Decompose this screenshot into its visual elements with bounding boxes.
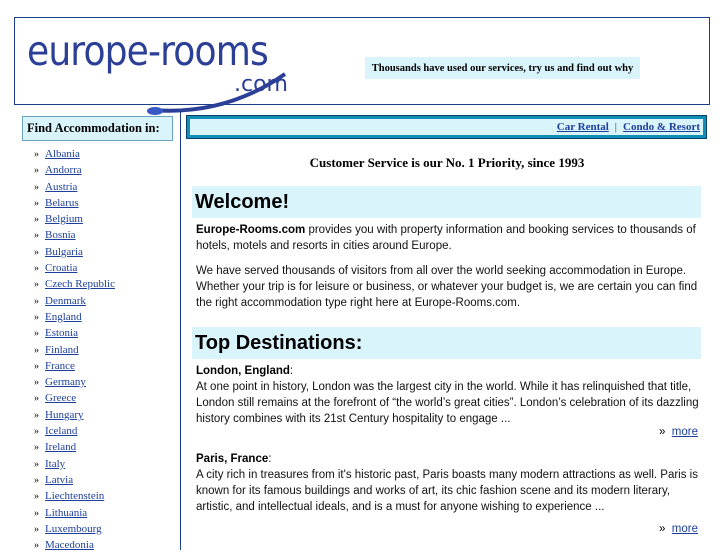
list-bullet: » — [34, 263, 39, 275]
country-link[interactable]: Bosnia — [45, 229, 76, 242]
country-item — [34, 488, 115, 504]
country-link[interactable]: Denmark — [45, 294, 86, 307]
country-item — [34, 439, 115, 455]
more-link-london — [659, 426, 698, 438]
country-item — [34, 505, 115, 521]
country-link[interactable]: Iceland — [45, 425, 78, 438]
country-link[interactable]: Czech Republic — [45, 278, 115, 291]
list-bullet: » — [34, 409, 39, 421]
destination-paris: Paris, France: A city rich in treasures from it's historic past, Paris boasts many modern attractions as well. Paris is known for its famous buildings and works of art, its chic fashion scene and its modern literary, artistic, and intellectual ideals, and is a must for anyone wishing to experience ... — [196, 453, 698, 513]
country-link[interactable]: Belgium — [45, 213, 83, 226]
country-item — [34, 390, 115, 406]
country-link[interactable]: Belarus — [45, 196, 79, 209]
destination-description: A city rich in treasures from it's historic past, Paris boasts many modern attractions as well. Paris is known for its famous buildings and works of art, its chic fashion scene and its modern literary, artistic, and intellectual ideals, and is a must for anyone wishing to experience ... — [196, 469, 698, 513]
country-item — [34, 227, 115, 243]
list-bullet: » — [34, 246, 39, 258]
list-bullet: » — [34, 149, 39, 160]
list-bullet: » — [34, 377, 39, 389]
top-destinations-heading: Top Destinations: — [192, 327, 701, 359]
nav-separator: | — [614, 121, 617, 133]
list-bullet: » — [34, 311, 39, 323]
sidebar-title: Find Accommodation in: — [22, 116, 173, 141]
country-item — [34, 456, 115, 472]
destination-city: London, England — [196, 365, 290, 377]
logo-domain: .com — [234, 72, 288, 97]
country-link[interactable]: Albania — [45, 148, 80, 160]
destination-description: At one point in history, London was the largest city in the world. While it has relinquished that title, London still remains at the forefront of “the world’s great cities”. London’s celebration of its dazzling history combines with its 21st Century hospitality to engage ... — [196, 381, 699, 425]
condo-resort-link[interactable]: Condo & Resort — [623, 121, 700, 133]
country-link[interactable]: Liechtenstein — [45, 490, 105, 503]
more-bullet: » — [659, 426, 666, 438]
top-nav-links — [190, 119, 703, 135]
list-bullet: » — [34, 295, 39, 307]
country-item — [34, 309, 115, 325]
country-link[interactable]: England — [45, 310, 82, 323]
list-bullet: » — [34, 523, 39, 535]
logo-wordmark: europe-rooms — [27, 27, 268, 75]
list-bullet: » — [34, 214, 39, 226]
country-item — [34, 342, 115, 358]
list-bullet: » — [34, 197, 39, 209]
site-header — [14, 17, 710, 105]
country-item — [34, 211, 115, 227]
top-nav-bar — [186, 115, 707, 139]
country-item — [34, 472, 115, 488]
destination-london: London, England: At one point in history, London was the largest city in the world. While it has relinquished that title, London still remains at the forefront of “the world’s great cities”. London’s celebration of its dazzling history combines with its 21st Century hospitality to engage ... — [196, 365, 699, 425]
list-bullet: » — [34, 181, 39, 193]
country-link[interactable]: Macedonia — [45, 539, 94, 552]
country-item — [34, 162, 115, 178]
country-link[interactable]: France — [45, 359, 75, 372]
list-bullet: » — [34, 474, 39, 486]
customer-service-banner: Customer Service is our No. 1 Priority, since 1993 — [309, 155, 585, 170]
country-link[interactable]: Austria — [45, 180, 78, 193]
list-bullet: » — [34, 230, 39, 242]
list-bullet: » — [34, 393, 39, 405]
welcome-paragraph-1 — [196, 222, 701, 254]
car-rental-link[interactable]: Car Rental — [556, 121, 609, 133]
country-item — [34, 276, 115, 292]
list-bullet: » — [34, 491, 39, 503]
list-bullet: » — [34, 442, 39, 454]
country-link[interactable]: Greece — [45, 392, 77, 405]
country-list — [34, 146, 115, 553]
list-bullet: » — [34, 165, 39, 177]
country-link[interactable]: Hungary — [45, 408, 84, 421]
more-link[interactable]: more — [671, 523, 698, 535]
country-link[interactable]: Lithuania — [45, 506, 88, 519]
country-item — [34, 293, 115, 309]
country-item — [34, 146, 115, 162]
country-item — [34, 407, 115, 423]
country-item — [34, 244, 115, 260]
country-link[interactable]: Italy — [45, 457, 66, 470]
country-link[interactable]: Germany — [45, 376, 86, 389]
welcome-paragraph-2: We have served thousands of visitors from all over the world seeking accommodation in Europe. Whether your trip is for leisure or business, or whatever your budget is, we are certain you can find the right accommodation type right here at Europe-Rooms.com. — [196, 265, 698, 309]
list-bullet: » — [34, 540, 39, 552]
country-item — [34, 537, 115, 553]
country-link[interactable]: Bulgaria — [45, 245, 83, 258]
main-content — [186, 115, 708, 545]
country-item — [34, 358, 115, 374]
country-link[interactable]: Andorra — [45, 164, 82, 177]
header-tagline: Thousands have used our services, try us and find out why — [365, 57, 640, 79]
list-bullet: » — [34, 458, 39, 470]
brand-name: Europe-Rooms.com — [196, 224, 306, 236]
list-bullet: » — [34, 344, 39, 356]
site-logo[interactable] — [27, 28, 289, 98]
list-bullet: » — [34, 507, 39, 519]
list-bullet: » — [34, 426, 39, 438]
country-link[interactable]: Luxembourg — [45, 522, 102, 535]
more-bullet: » — [659, 523, 666, 535]
more-link-paris — [659, 523, 698, 535]
country-item — [34, 195, 115, 211]
country-item — [34, 423, 115, 439]
country-link[interactable]: Latvia — [45, 473, 74, 486]
country-item — [34, 260, 115, 276]
country-item — [34, 374, 115, 390]
welcome-text-1: provides you with property information and booking services to thousands of hotels, motels and resorts in cities around Europe. — [196, 224, 696, 252]
list-bullet: » — [34, 360, 39, 372]
country-link[interactable]: Finland — [45, 343, 79, 356]
welcome-heading: Welcome! — [192, 186, 701, 218]
country-item — [34, 179, 115, 195]
sidebar — [14, 110, 181, 550]
more-link[interactable]: more — [671, 426, 698, 438]
country-item — [34, 521, 115, 537]
list-bullet: » — [34, 328, 39, 340]
country-link[interactable]: Ireland — [45, 441, 77, 454]
country-link[interactable]: Estonia — [45, 327, 78, 340]
country-item — [34, 325, 115, 341]
list-bullet: » — [34, 279, 39, 291]
country-link[interactable]: Croatia — [45, 262, 78, 275]
destination-city: Paris, France — [196, 453, 269, 465]
